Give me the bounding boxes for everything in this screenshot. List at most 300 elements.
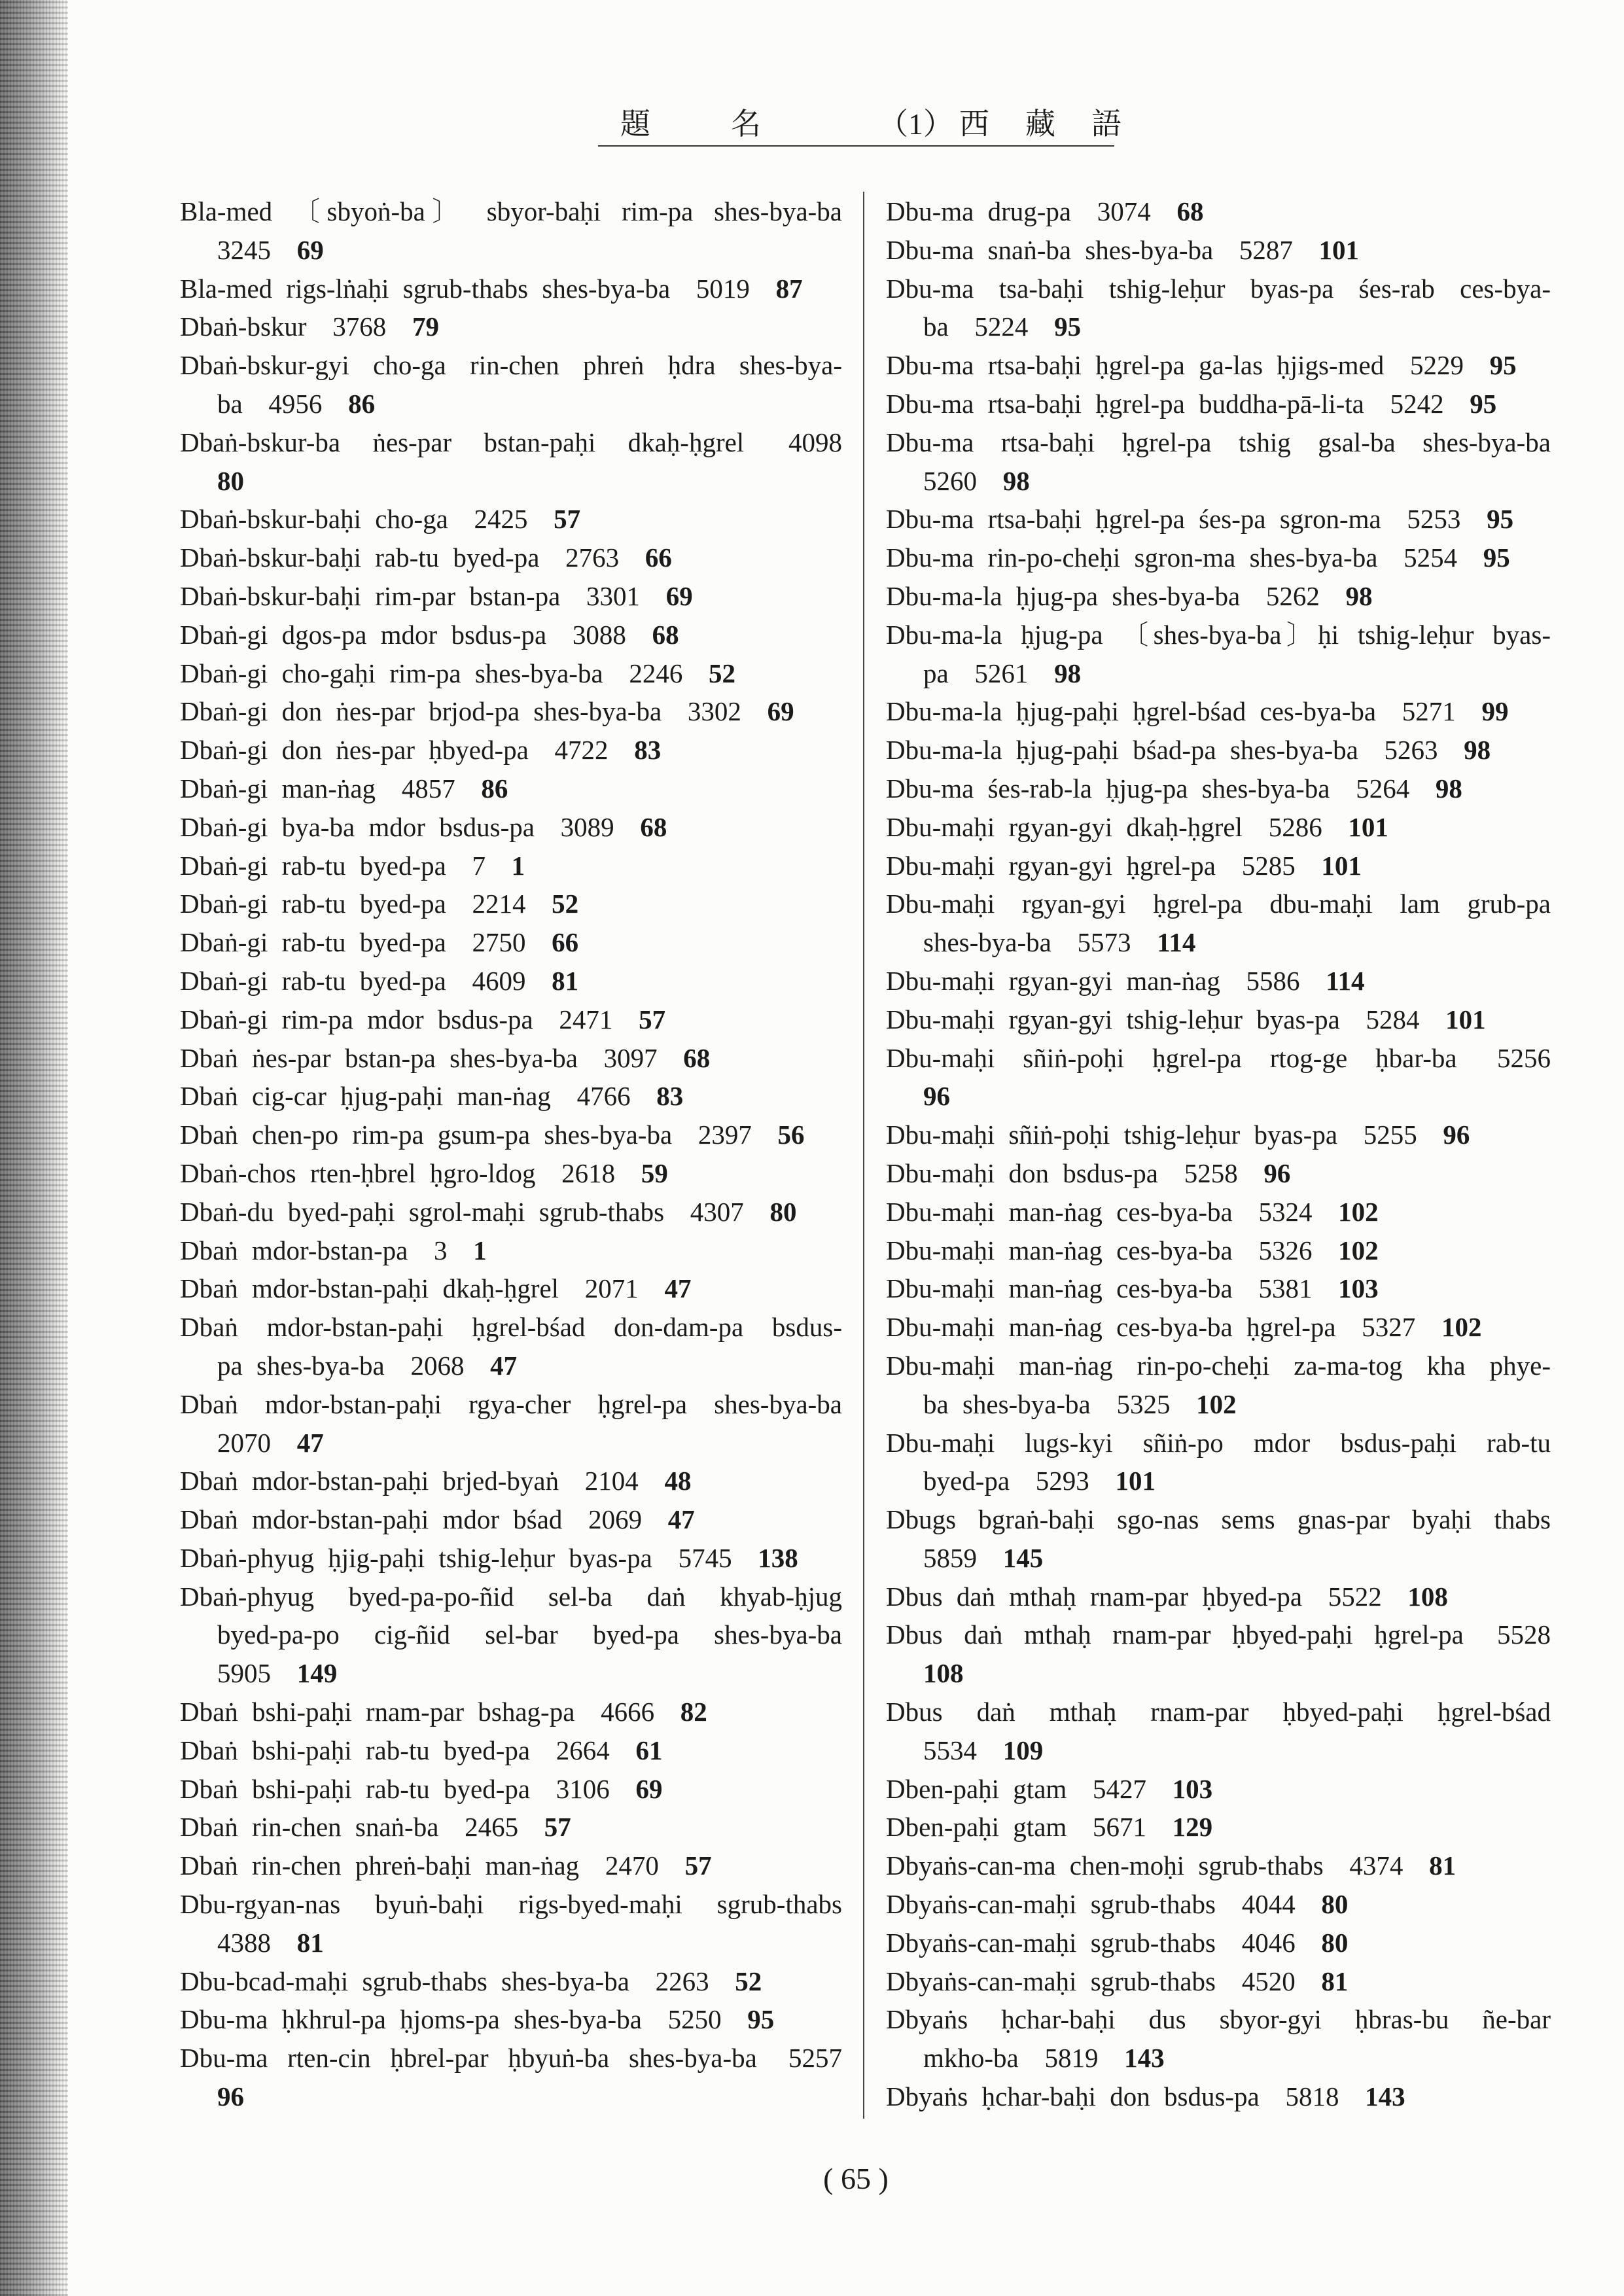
catalog-number: 4609 bbox=[472, 965, 526, 996]
entry-title: Dbyaṅs-can-maḥi sgrub-thabs bbox=[886, 1889, 1216, 1920]
page-reference: 95 bbox=[1054, 311, 1082, 342]
page-reference: 95 bbox=[1483, 542, 1510, 573]
catalog-number: 2618 bbox=[561, 1157, 616, 1188]
index-entry bbox=[180, 1770, 842, 1809]
index-entry-line bbox=[886, 1808, 1551, 1846]
index-entry bbox=[886, 1808, 1551, 1846]
catalog-number: 5286 bbox=[1268, 811, 1322, 842]
index-entry-line bbox=[180, 1462, 842, 1500]
catalog-number: 5242 bbox=[1390, 388, 1444, 419]
page-reference: 101 bbox=[1318, 234, 1360, 265]
entry-title: Dbaṅ-gi rab-tu byed-pa bbox=[180, 927, 446, 958]
index-entry bbox=[180, 1846, 842, 1885]
page-reference: 101 bbox=[1115, 1466, 1156, 1496]
index-entry-line bbox=[180, 1885, 842, 1924]
entry-title: Dbaṅ-phyug byed-pa-po-ñid sel-ba daṅ khyab-ḥjug bbox=[180, 1581, 842, 1612]
index-entry-line bbox=[886, 1846, 1551, 1885]
index-entry-line bbox=[886, 1000, 1551, 1039]
index-entry bbox=[886, 1116, 1551, 1154]
index-entry bbox=[180, 500, 842, 539]
page-reference: 96 bbox=[217, 2081, 244, 2112]
entry-title: Dbu-maḥi rgyan-gyi ḥgrel-pa dbu-maḥi lam grub-pa bbox=[886, 889, 1551, 919]
entry-title: Dbaṅ-phyug ḥjig-paḥi tshig-leḥur byas-pa bbox=[180, 1542, 652, 1573]
page-reference: 102 bbox=[1196, 1388, 1237, 1419]
entry-title: Dbaṅ cig-car ḥjug-paḥi man-ṅag bbox=[180, 1081, 551, 1112]
index-entry-line bbox=[180, 654, 842, 693]
page-reference: 69 bbox=[296, 234, 324, 265]
page-reference: 82 bbox=[680, 1697, 707, 1727]
index-entry-line bbox=[886, 1154, 1551, 1193]
entry-title: Dbu-maḥi man-ṅag rin-po-cheḥi za-ma-tog kha phye- bbox=[886, 1350, 1551, 1381]
catalog-number: 5287 bbox=[1239, 234, 1293, 265]
index-entry bbox=[886, 1193, 1551, 1231]
index-entry-line bbox=[180, 1539, 842, 1578]
page-reference: 102 bbox=[1338, 1196, 1379, 1227]
index-entry bbox=[886, 1154, 1551, 1193]
entry-title: Dbyaṅs-can-maḥi sgrub-thabs bbox=[886, 1927, 1216, 1958]
entry-title: Dbyaṅs-can-maḥi sgrub-thabs bbox=[886, 1966, 1216, 1996]
entry-title: Dbu-ma rin-po-cheḥi sgron-ma shes-bya-ba bbox=[886, 542, 1378, 573]
index-entry bbox=[180, 962, 842, 1000]
index-entry bbox=[886, 808, 1551, 847]
page-reference: 1 bbox=[511, 850, 525, 881]
catalog-number: 4098 bbox=[788, 427, 842, 457]
page-reference: 96 bbox=[923, 1081, 950, 1112]
catalog-number: 5255 bbox=[1363, 1120, 1417, 1150]
index-entry bbox=[886, 1924, 1551, 1962]
entry-title: Dbaṅ mdor-bstan-paḥi ḥgrel-bśad don-dam-pa bsdus- bbox=[180, 1312, 842, 1343]
entry-title: Bla-med rigs-lṅaḥi sgrub-thabs shes-bya-ba bbox=[180, 273, 671, 304]
catalog-number: 2750 bbox=[472, 927, 526, 958]
entry-title: Bla-med 〔sbyoṅ-ba〕 sbyor-baḥi rim-pa shes-bya-ba bbox=[180, 196, 842, 226]
catalog-number: 7 bbox=[472, 850, 485, 881]
index-entry-line bbox=[180, 885, 842, 923]
index-entry bbox=[180, 308, 842, 346]
index-entry-line bbox=[180, 1846, 842, 1885]
page-reference: 57 bbox=[544, 1812, 571, 1843]
index-entry bbox=[180, 1077, 842, 1116]
index-entry-line bbox=[886, 1962, 1551, 2001]
catalog-number: 4044 bbox=[1241, 1889, 1296, 1920]
index-entry bbox=[886, 2000, 1551, 2077]
catalog-number: 3301 bbox=[586, 580, 641, 611]
entry-title: Dbaṅ-bskur-gyi cho-ga rin-chen phreṅ ḥdra shes-bya- bbox=[180, 350, 842, 381]
index-entry-line bbox=[886, 654, 1551, 693]
catalog-number: 5327 bbox=[1362, 1312, 1416, 1343]
entry-title: Dbaṅ chen-po rim-pa gsum-pa shes-bya-ba bbox=[180, 1120, 673, 1150]
entry-title: Dbu-ma śes-rab-la ḥjug-pa shes-bya-ba bbox=[886, 773, 1330, 804]
catalog-number: 2071 bbox=[584, 1273, 639, 1304]
index-entry bbox=[180, 1578, 842, 1693]
index-entry-line bbox=[180, 769, 842, 808]
page-reference: 47 bbox=[490, 1350, 518, 1381]
index-entry bbox=[180, 1000, 842, 1039]
index-entry-line bbox=[180, 1424, 842, 1462]
entry-title: Dbaṅ-bskur bbox=[180, 311, 307, 342]
entry-title: byed-pa bbox=[923, 1466, 1010, 1496]
index-entry bbox=[886, 1269, 1551, 1308]
catalog-number: 5819 bbox=[1044, 2043, 1099, 2074]
index-entry-line bbox=[886, 539, 1551, 577]
index-entry-line bbox=[180, 616, 842, 654]
catalog-number: 5745 bbox=[678, 1542, 732, 1573]
entry-title: Dben-paḥi gtam bbox=[886, 1812, 1067, 1843]
index-entry-line bbox=[180, 1654, 842, 1693]
catalog-number: 2104 bbox=[584, 1466, 639, 1496]
index-entry-line bbox=[180, 808, 842, 847]
catalog-number: 2214 bbox=[472, 889, 526, 919]
entry-title: ba shes-bya-ba bbox=[923, 1388, 1091, 1419]
index-entry bbox=[180, 1885, 842, 1962]
entry-title: Dbyaṅs-can-ma chen-moḥi sgrub-thabs bbox=[886, 1850, 1324, 1881]
entry-title: Dbu-ma ḥkhrul-pa ḥjoms-pa shes-bya-ba bbox=[180, 2004, 642, 2035]
index-entry bbox=[180, 847, 842, 885]
running-header bbox=[598, 105, 1157, 144]
index-entry-line bbox=[886, 1193, 1551, 1231]
index-entry-line bbox=[886, 923, 1551, 962]
index-entry bbox=[180, 1039, 842, 1078]
page-reference: 98 bbox=[1054, 658, 1082, 688]
page-reference: 83 bbox=[634, 735, 662, 766]
index-entry bbox=[180, 616, 842, 654]
entry-title: Dbus daṅ mthaḥ rnam-par ḥbyed-paḥi ḥgrel-bśad bbox=[886, 1697, 1551, 1727]
catalog-number: 4374 bbox=[1349, 1850, 1403, 1881]
index-entry bbox=[180, 539, 842, 577]
index-entry bbox=[180, 1193, 842, 1231]
page-reference: 96 bbox=[1263, 1157, 1291, 1188]
index-entry-line bbox=[886, 1039, 1551, 1078]
index-entry bbox=[180, 270, 842, 308]
entry-title: Dbaṅ mdor-bstan-paḥi rgya-cher ḥgrel-pa shes-bya-ba bbox=[180, 1388, 842, 1419]
page-reference: 52 bbox=[709, 658, 736, 688]
index-entry-line bbox=[886, 1308, 1551, 1347]
entry-title: Dbyaṅs ḥchar-baḥi dus sbyor-gyi ḥbras-bu ñe-bar bbox=[886, 2004, 1551, 2035]
catalog-number: 5271 bbox=[1402, 696, 1456, 727]
index-entry bbox=[180, 346, 842, 423]
catalog-number: 5258 bbox=[1184, 1157, 1238, 1188]
page-reference: 52 bbox=[735, 1966, 762, 1996]
entry-title: Dbaṅ mdor-bstan-paḥi mdor bśad bbox=[180, 1504, 563, 1535]
index-entry-line bbox=[886, 462, 1551, 501]
index-entry-line bbox=[886, 2077, 1551, 2116]
index-entry bbox=[180, 192, 842, 270]
index-entry-line bbox=[180, 2039, 842, 2077]
page-reference: 143 bbox=[1124, 2043, 1165, 2074]
page-reference: 80 bbox=[769, 1196, 797, 1227]
index-entry-line bbox=[180, 1731, 842, 1770]
page-reference: 101 bbox=[1348, 811, 1388, 842]
index-entry bbox=[886, 1962, 1551, 2001]
entry-title: byed-pa-po cig-ñid sel-bar byed-pa shes-bya-ba bbox=[217, 1619, 842, 1650]
page-reference: 81 bbox=[552, 965, 579, 996]
entry-title: Dbaṅ-bskur-ba ṅes-par bstan-paḥi dkaḥ-ḥgrel bbox=[180, 427, 745, 457]
entry-title: Dbu-bcad-maḥi sgrub-thabs shes-bya-ba bbox=[180, 1966, 629, 1996]
index-entry bbox=[886, 769, 1551, 808]
index-entry-line bbox=[886, 1578, 1551, 1616]
catalog-number: 3097 bbox=[603, 1042, 658, 1073]
index-entry-line bbox=[886, 2000, 1551, 2039]
index-entry bbox=[886, 539, 1551, 577]
page-reference: 95 bbox=[1489, 350, 1517, 381]
page-reference: 81 bbox=[296, 1927, 324, 1958]
entry-title: Dbaṅ mdor-bstan-paḥi brjed-byaṅ bbox=[180, 1466, 559, 1496]
catalog-number: 2069 bbox=[588, 1504, 643, 1535]
page-reference: 68 bbox=[683, 1042, 711, 1073]
entry-title: Dbu-ma snaṅ-ba shes-bya-ba bbox=[886, 234, 1214, 265]
index-entry-line bbox=[886, 1116, 1551, 1154]
entry-title: Dbaṅ-gi rim-pa mdor bsdus-pa bbox=[180, 1004, 533, 1034]
page-reference: 69 bbox=[767, 696, 794, 727]
index-entry-line bbox=[886, 1654, 1551, 1693]
column-divider bbox=[863, 192, 864, 2119]
catalog-number: 5263 bbox=[1384, 735, 1438, 766]
index-entry bbox=[180, 1462, 842, 1500]
index-entry-line bbox=[180, 1154, 842, 1193]
entry-title: Dbu-ma rten-cin ḥbrel-par ḥbyuṅ-ba shes-bya-ba bbox=[180, 2043, 757, 2074]
entry-title: Dbaṅ bshi-paḥi rab-tu byed-pa bbox=[180, 1735, 531, 1765]
index-entry-line bbox=[180, 308, 842, 346]
page-reference: 56 bbox=[777, 1120, 805, 1150]
index-entry bbox=[886, 1846, 1551, 1885]
index-entry-line bbox=[886, 1231, 1551, 1270]
page-reference: 96 bbox=[1443, 1120, 1470, 1150]
catalog-number: 5293 bbox=[1035, 1466, 1089, 1496]
page-reference: 83 bbox=[656, 1081, 684, 1112]
entry-title: Dbu-rgyan-nas byuṅ-baḥi rigs-byed-maḥi sgrub-thabs bbox=[180, 1889, 842, 1920]
catalog-number: 4956 bbox=[268, 388, 323, 419]
index-entry bbox=[886, 500, 1551, 539]
entry-title: Dbaṅ ṅes-par bstan-pa shes-bya-ba bbox=[180, 1042, 578, 1073]
catalog-number: 5284 bbox=[1366, 1004, 1420, 1034]
entry-title: Dbyaṅs ḥchar-baḥi don bsdus-pa bbox=[886, 2081, 1260, 2112]
catalog-number: 5264 bbox=[1356, 773, 1410, 804]
index-entry-line bbox=[180, 1039, 842, 1078]
index-entry bbox=[180, 1269, 842, 1308]
catalog-number: 3 bbox=[434, 1235, 448, 1265]
catalog-number: 3088 bbox=[572, 619, 626, 650]
page-reference: 1 bbox=[473, 1235, 487, 1265]
index-entry bbox=[180, 1693, 842, 1731]
index-entry-line bbox=[886, 808, 1551, 847]
page-reference: 145 bbox=[1002, 1542, 1044, 1573]
entry-title: Dbaṅ bshi-paḥi rnam-par bshag-pa bbox=[180, 1697, 575, 1727]
page-reference: 129 bbox=[1172, 1812, 1213, 1843]
catalog-number: 5253 bbox=[1407, 504, 1461, 535]
index-entry-line bbox=[886, 847, 1551, 885]
index-entry bbox=[886, 231, 1551, 270]
entry-title: Dbu-ma rtsa-baḥi ḥgrel-pa tshig gsal-ba shes-bya-ba bbox=[886, 427, 1551, 457]
page-reference: 68 bbox=[652, 619, 679, 650]
catalog-number: 5324 bbox=[1258, 1196, 1313, 1227]
index-entry-line bbox=[886, 1885, 1551, 1924]
index-entry bbox=[886, 270, 1551, 347]
entry-title: Dbu-ma-la ḥjug-paḥi ḥgrel-bśad ces-bya-ba bbox=[886, 696, 1377, 727]
index-entry bbox=[886, 692, 1551, 731]
index-entry-line bbox=[886, 270, 1551, 308]
entry-title: Dbu-ma-la ḥjug-pa 〔shes-bya-ba〕ḥi tshig-leḥur byas- bbox=[886, 619, 1551, 650]
index-entry-line bbox=[180, 2077, 842, 2116]
index-entry-line bbox=[886, 616, 1551, 654]
page-reference: 143 bbox=[1365, 2081, 1405, 2112]
entry-title: Dbu-ma rtsa-baḥi ḥgrel-pa śes-pa sgron-ma bbox=[886, 504, 1381, 535]
index-entry bbox=[886, 346, 1551, 385]
index-entry-line bbox=[180, 1077, 842, 1116]
catalog-number: 5905 bbox=[217, 1658, 271, 1689]
entry-title: Dbu-ma rtsa-baḥi ḥgrel-pa ga-las ḥjigs-med bbox=[886, 350, 1385, 381]
entry-title: Dbaṅ-gi dgos-pa mdor bsdus-pa bbox=[180, 619, 547, 650]
entry-title: ba bbox=[923, 311, 949, 342]
entry-title: Dbu-maḥi rgyan-gyi ḥgrel-pa bbox=[886, 850, 1216, 881]
index-entry bbox=[886, 1616, 1551, 1693]
index-entry bbox=[886, 847, 1551, 885]
page-reference: 57 bbox=[684, 1850, 712, 1881]
index-entry bbox=[180, 885, 842, 923]
page-reference: 149 bbox=[296, 1658, 338, 1689]
index-entry-line bbox=[180, 423, 842, 462]
index-entry-line bbox=[886, 885, 1551, 923]
catalog-number: 5224 bbox=[974, 311, 1029, 342]
index-entry-line bbox=[886, 1077, 1551, 1116]
entry-title: Dbus daṅ mthaḥ rnam-par ḥbyed-paḥi ḥgrel-pa bbox=[886, 1619, 1464, 1650]
entry-title: Dbaṅ rin-chen snaṅ-ba bbox=[180, 1812, 439, 1843]
index-entry-line bbox=[180, 1347, 842, 1385]
index-entry-line bbox=[180, 231, 842, 270]
index-entry bbox=[180, 769, 842, 808]
entry-title: Dbu-maḥi lugs-kyi sñiṅ-po mdor bsdus-paḥi rab-tu bbox=[886, 1427, 1551, 1458]
index-entry bbox=[886, 2077, 1551, 2116]
catalog-number: 5019 bbox=[696, 273, 750, 304]
index-entry-line bbox=[180, 1962, 842, 2001]
index-entry bbox=[886, 1000, 1551, 1039]
index-entry-line bbox=[886, 192, 1551, 231]
header-title: 題名 bbox=[620, 107, 841, 141]
page-reference: 98 bbox=[1435, 773, 1462, 804]
index-entry-line bbox=[180, 731, 842, 769]
catalog-number: 5256 bbox=[1497, 1042, 1551, 1073]
index-entry-line bbox=[886, 500, 1551, 539]
catalog-number: 3089 bbox=[560, 811, 614, 842]
catalog-number: 4520 bbox=[1241, 1966, 1296, 1996]
index-entry bbox=[886, 423, 1551, 501]
entry-title: Dbaṅ-gi rab-tu byed-pa bbox=[180, 850, 446, 881]
page-reference: 102 bbox=[1338, 1235, 1379, 1265]
catalog-number: 5260 bbox=[923, 465, 977, 496]
index-entry-line bbox=[180, 1616, 842, 1654]
entry-title: Dbaṅ-bskur-baḥi cho-ga bbox=[180, 504, 448, 535]
entry-title: ba bbox=[217, 388, 243, 419]
entry-title: Dbu-ma-la ḥjug-pa shes-bya-ba bbox=[886, 580, 1241, 611]
catalog-number: 5573 bbox=[1077, 927, 1131, 958]
entry-title: Dbugs bgraṅ-baḥi sgo-nas sems gnas-par byaḥi thabs bbox=[886, 1504, 1551, 1535]
page-reference: 80 bbox=[1321, 1927, 1349, 1958]
catalog-number: 2471 bbox=[559, 1004, 613, 1034]
index-entry bbox=[180, 1308, 842, 1385]
catalog-number: 4722 bbox=[554, 735, 609, 766]
index-entry bbox=[180, 692, 842, 731]
page-reference: 48 bbox=[664, 1466, 692, 1496]
page-reference: 66 bbox=[552, 927, 579, 958]
index-entry-line bbox=[886, 1770, 1551, 1809]
catalog-number: 5427 bbox=[1092, 1773, 1146, 1804]
catalog-number: 5254 bbox=[1403, 542, 1458, 573]
index-entry-line bbox=[180, 1308, 842, 1347]
entry-title: Dbaṅ mdor-bstan-pa bbox=[180, 1235, 408, 1265]
entry-title: Dbu-maḥi don bsdus-pa bbox=[886, 1157, 1159, 1188]
index-entry bbox=[180, 1731, 842, 1770]
catalog-number: 5325 bbox=[1116, 1388, 1171, 1419]
page-number: ( 65 ) bbox=[823, 2162, 889, 2195]
entry-title: Dbu-maḥi man-ṅag ces-bya-ba bbox=[886, 1273, 1233, 1304]
index-entry-line bbox=[180, 1193, 842, 1231]
catalog-number: 2246 bbox=[629, 658, 683, 688]
catalog-number: 5522 bbox=[1328, 1581, 1382, 1612]
index-entry bbox=[180, 1231, 842, 1270]
index-entry-line bbox=[180, 500, 842, 539]
catalog-number: 4388 bbox=[217, 1927, 271, 1958]
page-reference: 101 bbox=[1445, 1004, 1486, 1034]
index-entry-line bbox=[180, 462, 842, 501]
page-reference: 47 bbox=[667, 1504, 695, 1535]
catalog-number: 5229 bbox=[1409, 350, 1464, 381]
index-entry bbox=[180, 1808, 842, 1846]
page-reference: 108 bbox=[923, 1658, 964, 1689]
page-reference: 103 bbox=[1172, 1773, 1213, 1804]
entry-title: Dbu-maḥi sñiṅ-poḥi tshig-leḥur byas-pa bbox=[886, 1120, 1338, 1150]
index-entry bbox=[886, 1500, 1551, 1578]
index-entry bbox=[886, 885, 1551, 962]
index-entry bbox=[180, 1116, 842, 1154]
page-reference: 81 bbox=[1429, 1850, 1456, 1881]
index-entry bbox=[886, 1039, 1551, 1116]
index-entry-line bbox=[180, 1385, 842, 1424]
entry-title: Dbu-maḥi man-ṅag ces-bya-ba bbox=[886, 1235, 1233, 1265]
index-entry-line bbox=[180, 1578, 842, 1616]
entry-title: Dbaṅ-du byed-paḥi sgrol-maḥi sgrub-thabs bbox=[180, 1196, 665, 1227]
catalog-number: 5381 bbox=[1258, 1273, 1313, 1304]
entry-title: Dben-paḥi gtam bbox=[886, 1773, 1067, 1804]
index-entry-line bbox=[886, 423, 1551, 462]
index-entry-line bbox=[180, 1693, 842, 1731]
index-entry bbox=[180, 2039, 842, 2116]
index-entry bbox=[180, 1962, 842, 2001]
entry-title: Dbaṅ-gi don ṅes-par ḥbyed-pa bbox=[180, 735, 529, 766]
page-reference: 102 bbox=[1441, 1312, 1482, 1343]
index-entry-line bbox=[180, 1269, 842, 1308]
entry-title: Dbaṅ-gi rab-tu byed-pa bbox=[180, 965, 446, 996]
index-entry-line bbox=[180, 346, 842, 385]
index-entry bbox=[180, 577, 842, 616]
entry-title: Dbu-maḥi man-ṅag ces-bya-ba bbox=[886, 1196, 1233, 1227]
catalog-number: 5534 bbox=[923, 1735, 977, 1765]
index-entry-line bbox=[180, 385, 842, 423]
index-entry-line bbox=[886, 1539, 1551, 1578]
index-entry-line bbox=[886, 692, 1551, 731]
page-reference: 68 bbox=[1176, 196, 1204, 226]
entry-title: Dbaṅ-bskur-baḥi rab-tu byed-pa bbox=[180, 542, 540, 573]
catalog-number: 4046 bbox=[1241, 1927, 1296, 1958]
index-entry bbox=[886, 616, 1551, 693]
index-entry bbox=[180, 731, 842, 769]
header-section-number: （1） bbox=[878, 107, 953, 141]
page-reference: 138 bbox=[758, 1542, 798, 1573]
index-column-right bbox=[886, 192, 1551, 2116]
entry-title: Dbaṅ-gi man-ṅag bbox=[180, 773, 376, 804]
catalog-number: 2425 bbox=[474, 504, 528, 535]
index-entry bbox=[180, 2000, 842, 2039]
index-entry-line bbox=[886, 1500, 1551, 1539]
catalog-number: 5528 bbox=[1497, 1619, 1551, 1650]
index-entry bbox=[886, 1347, 1551, 1424]
